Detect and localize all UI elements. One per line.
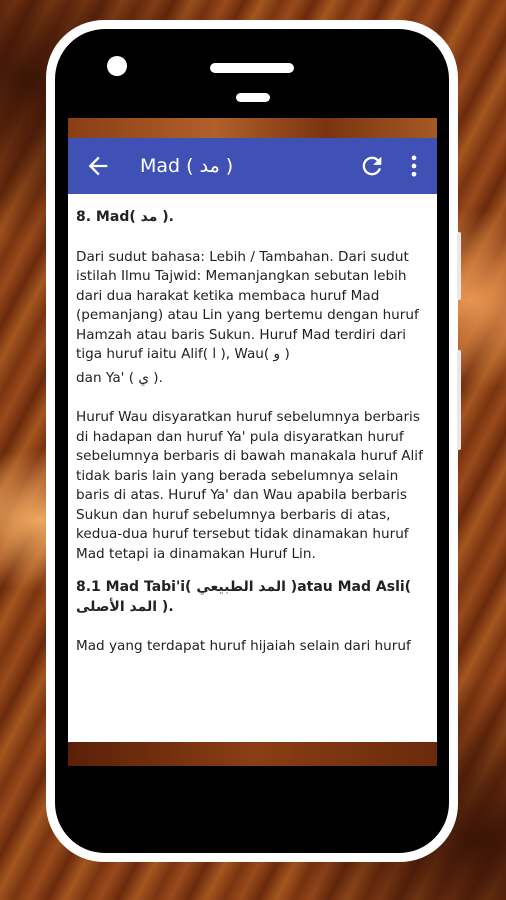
arrow-back-icon[interactable] bbox=[84, 152, 112, 180]
refresh-icon[interactable] bbox=[358, 152, 386, 180]
earpiece-speaker bbox=[210, 63, 294, 73]
paragraph-definition: Dari sudut bahasa: Lebih / Tambahan. Dari sudut istilah Ilmu Tajwid: Memanjangkan sebutan lebih dari dua harakat ketika membaca huruf Mad (pemanjang) atau Lin yang bertemu dengan huruf Hamzah atau baris Sukun. Huruf Mad terdiri dari tiga huruf iaitu Alif( ا ), Wau( و ) bbox=[76, 248, 419, 362]
app-screen bbox=[68, 118, 437, 766]
front-camera bbox=[107, 56, 127, 76]
app-bar bbox=[68, 138, 437, 194]
paragraph-definition-end: dan Ya' ( ي ). bbox=[76, 369, 163, 386]
article-content[interactable] bbox=[68, 194, 437, 742]
more-vertical-icon[interactable] bbox=[400, 152, 428, 180]
proximity-sensor bbox=[236, 93, 270, 102]
volume-button bbox=[457, 350, 461, 450]
navigation-bar-area bbox=[68, 742, 437, 766]
page-title: Mad ( مد ) bbox=[140, 155, 234, 177]
paragraph-mad-tabii: Mad yang terdapat huruf hijaiah selain dari huruf bbox=[76, 638, 411, 654]
section-heading-mad: 8. Mad( مد ). bbox=[76, 209, 174, 225]
paragraph-wau-ya: Huruf Wau disyaratkan huruf sebelumnya berbaris di hadapan dan huruf Ya' pula disyaratkan huruf sebelumnya berbaris di bawah manakala huruf Alif tidak baris lain yang berada sebelumnya selain baris di atas. Huruf Ya' dan Wau apabila berbaris Sukun dan huruf sebelumnya berbaris di atas, kedua-dua huruf tersebut tidak dinamakan huruf Mad tetapi ia dinamakan Huruf Lin. bbox=[76, 409, 423, 562]
section-heading-mad-tabii: 8.1 Mad Tabi'i( المد الطبيعي )atau Mad Asli( المد الأصلى ). bbox=[76, 579, 412, 615]
status-bar-area bbox=[68, 118, 437, 138]
power-button bbox=[457, 232, 461, 300]
